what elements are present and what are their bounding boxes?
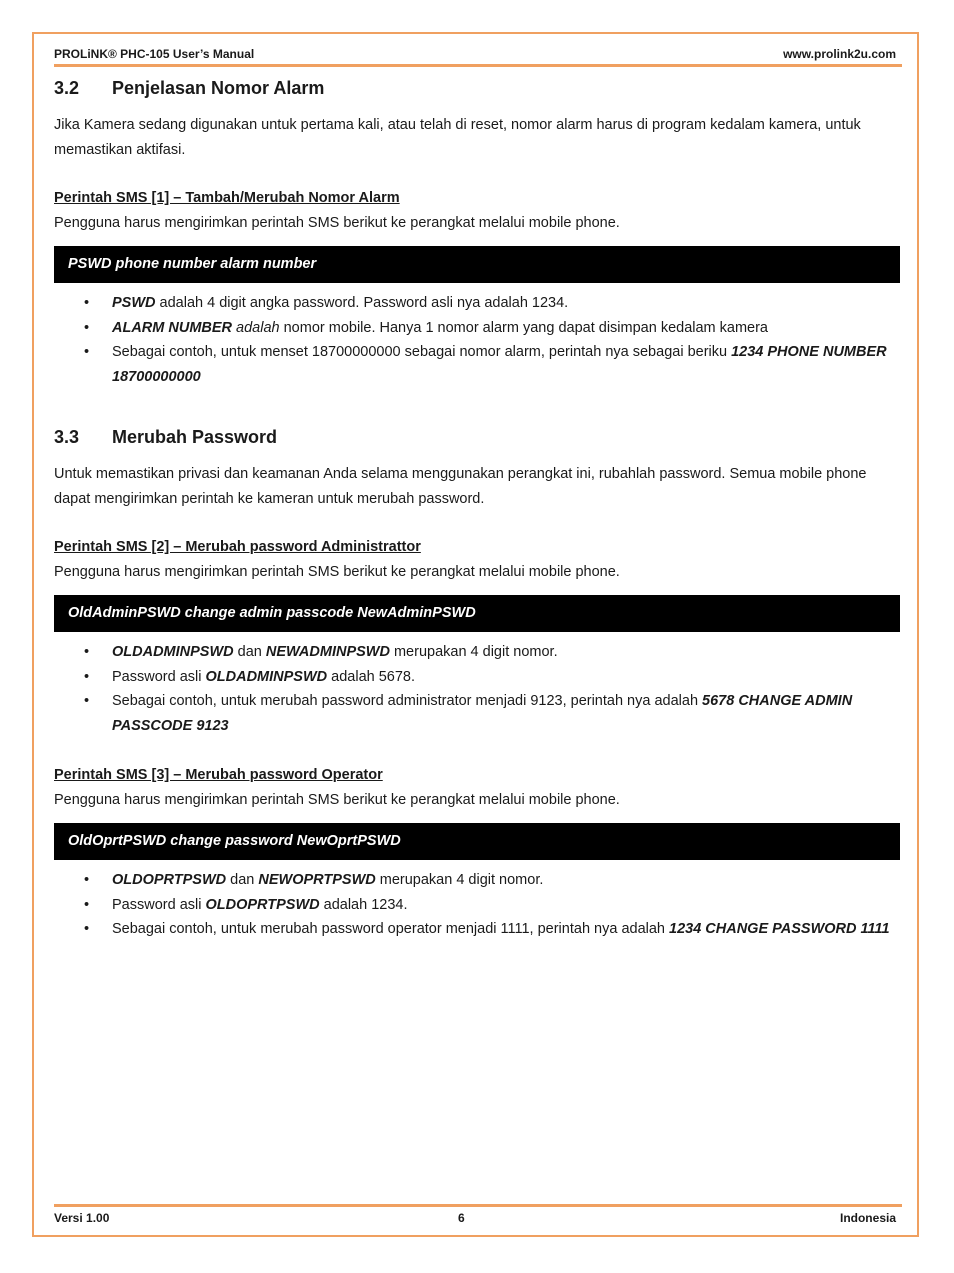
list-item: • Sebagai contoh, untuk merubah password operator menjadi 1111, perintah nya adalah 1234 CHANGE PASSWORD 1111 bbox=[54, 917, 900, 942]
page-number: 6 bbox=[458, 1211, 465, 1225]
subsection-desc: Pengguna harus mengirimkan perintah SMS berikut ke perangkat melalui mobile phone. bbox=[54, 215, 620, 231]
page-content bbox=[54, 78, 900, 942]
subsection-title: Perintah SMS [3] – Merubah password Operator bbox=[54, 767, 383, 783]
section-number: 3.2 bbox=[54, 78, 80, 98]
sms-command-box: OldAdminPSWD change admin passcode NewAdminPSWD bbox=[54, 595, 900, 632]
bullet-list bbox=[54, 868, 900, 942]
header-website: www.prolink2u.com bbox=[783, 47, 896, 61]
list-item: • Password asli OLDADMINPSWD adalah 5678. bbox=[54, 665, 900, 690]
list-item: • OLDADMINPSWD dan NEWADMINPSWD merupakan 4 digit nomor. bbox=[54, 640, 900, 665]
section-heading-3-2 bbox=[54, 78, 900, 99]
list-item: • Password asli OLDOPRTPSWD adalah 1234. bbox=[54, 893, 900, 918]
footer-rule bbox=[54, 1204, 902, 1207]
list-item: • OLDOPRTPSWD dan NEWOPRTPSWD merupakan 4 digit nomor. bbox=[54, 868, 900, 893]
list-item: • PSWD adalah 4 digit angka password. Password asli nya adalah 1234. bbox=[54, 291, 900, 316]
section-title: Merubah Password bbox=[112, 427, 278, 447]
subsection-desc: Pengguna harus mengirimkan perintah SMS berikut ke perangkat melalui mobile phone. bbox=[54, 792, 620, 808]
subsection-title: Perintah SMS [1] – Tambah/Merubah Nomor Alarm bbox=[54, 190, 400, 206]
list-item: • Sebagai contoh, untuk menset 18700000000 sebagai nomor alarm, perintah nya sebagai beriku 1234 PHONE NUMBER 18700000000 bbox=[54, 340, 900, 389]
header-rule bbox=[54, 64, 902, 67]
section-number: 3.3 bbox=[54, 427, 80, 447]
footer-version: Versi 1.00 bbox=[54, 1211, 110, 1225]
sms-command-box: OldOprtPSWD change password NewOprtPSWD bbox=[54, 823, 900, 860]
footer-language: Indonesia bbox=[839, 1211, 896, 1225]
subsection-desc: Pengguna harus mengirimkan perintah SMS berikut ke perangkat melalui mobile phone. bbox=[54, 564, 620, 580]
list-item: • Sebagai contoh, untuk merubah password administrator menjadi 9123, perintah nya adalah 5678 CHANGE ADMIN PASSCODE 9123 bbox=[54, 689, 900, 738]
bullet-list bbox=[54, 640, 900, 738]
section-title: Penjelasan Nomor Alarm bbox=[112, 78, 325, 98]
bullet-list bbox=[54, 291, 900, 389]
section-intro: Untuk memastikan privasi dan keamanan Anda selama menggunakan perangkat ini, rubahlah password. Semua mobile phone dapat mengirimkan perintah ke kameran untuk merubah password. bbox=[54, 466, 867, 507]
header-title: PROLiNK® PHC-105 User’s Manual bbox=[54, 47, 255, 61]
list-item: • ALARM NUMBER adalah nomor mobile. Hanya 1 nomor alarm yang dapat disimpan kedalam kamera bbox=[54, 316, 900, 341]
sms-command-box: PSWD phone number alarm number bbox=[54, 246, 900, 283]
section-heading-3-3 bbox=[54, 427, 900, 448]
subsection-title: Perintah SMS [2] – Merubah password Administrattor bbox=[54, 539, 421, 555]
section-intro: Jika Kamera sedang digunakan untuk pertama kali, atau telah di reset, nomor alarm harus di program kedalam kamera, untuk memastikan aktifasi. bbox=[54, 117, 861, 158]
